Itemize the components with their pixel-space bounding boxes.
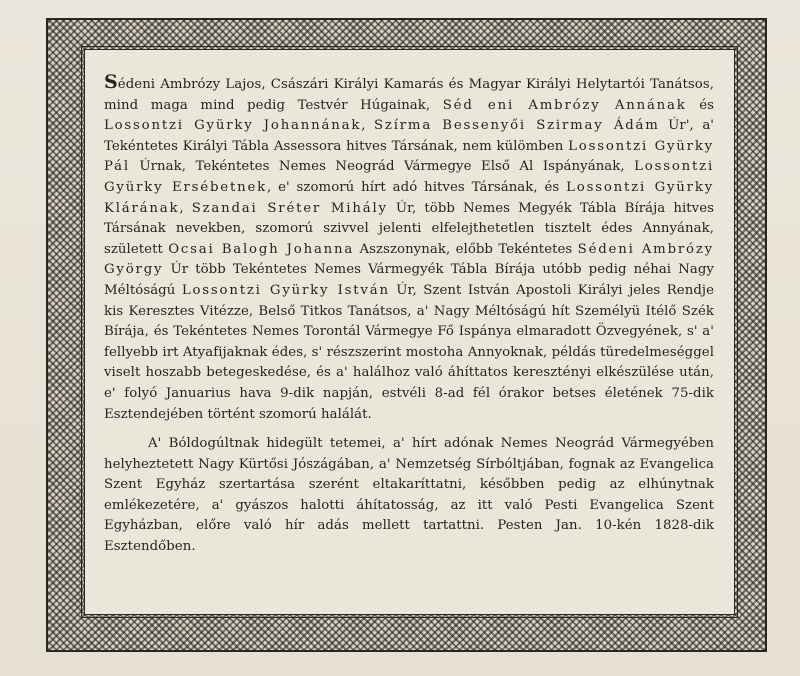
name-spaced: Szírma Bessenyői Szirmay Ádám — [373, 118, 660, 134]
name-spaced: Szandai Sréter Mihály — [191, 200, 388, 216]
seg: éde — [117, 77, 143, 92]
seg: Úr', a' Tekéntetes Királyi Tábla Assessora hitves Társának, nem külömben — [104, 118, 714, 154]
name-spaced: Lossontzi Gyürky Ersébetnek — [104, 159, 714, 195]
seg: Aszszonynak, előbb Tekéntetes — [354, 241, 578, 257]
death-notice-text — [104, 72, 714, 558]
name-spaced: Lossontzi Gyürky Pál — [104, 138, 714, 175]
seg: Úr több Tekéntetes Nemes Vármegyék Tábla Bírája utóbb pedig néhai Nagy Méltóságú — [104, 262, 714, 298]
name-spaced: Sédeni Ambrózy György — [104, 241, 714, 278]
name-spaced: Ocsai Balogh Johanna — [168, 241, 355, 257]
seg: és — [686, 97, 714, 113]
name-spaced: Lossontzi Gyürky István — [181, 282, 390, 298]
seg: Úrnak, Tekéntetes Nemes Neográd Vármegye Első Al Ispányának, — [129, 159, 635, 175]
seg: , e' szomorú hírt adó hitves Társának, és — [266, 179, 567, 195]
seg: Úr, Szent István Apostoli Királyi jeles Rendje kis Keresztes Vitézze, Belső Titkos Tanátsos, a' Nagy Méltóságú hít Személyü Itélő Szék Bírája, és Tekéntetes Nemes Torontál Vármegye Fő Ispánya elmaradott Özvegyének, s' a' fellyebb irt Atyafijaknak édes, s' részszerint mostoha Annyoknak, példás türedelmeséggel viselt hoszabb betegeskedése, és a' halálhoz való áhíttatos keresztényi elkészülése után, e' folyó Januarius hava 9-dik napján, estvéli 8-ad fél órakor betses életének 75-dik Esztendejében történt szomorú halálát. — [104, 282, 714, 422]
seg: Úr, több Nemes Megyék Tábla Bírája hitves Társának nevekben, szomorú szivvel jelenti elfelejthetetlen tisztelt édes Annyának, született — [104, 200, 714, 257]
name-spaced: Lossontzi Gyürky Klárának — [104, 179, 715, 216]
seg: ni Ambrózy Lajos, Császári Királyi Kamarás és Magyar Királyi Helytartói Tanátsos, mind maga mind pedig Testvér Húgainak, — [104, 77, 714, 113]
seg: A' Bóldogúltnak hidegült tetemei, a' hírt adónak Nemes Neográd Vármegyében helyheztetett Nagy Kürtősi Jószágában, a' Nemzetség Sírbóltjában, fognak az Evangelica Szent Egyház szertartása szerént eltakaríttatni, későbben pedig az elhúnytnak emlékezetére, a' gyászos halotti áhítatosság, az itt való Pesti Evangelica Szent Egyházban, előre való hír adás mellett tartattni. Pesten Jan. 10-kén 1828-dik Esztendőben. — [104, 436, 714, 555]
seg: , — [361, 118, 374, 134]
notice-paragraph-1 — [104, 72, 714, 425]
name-spaced: Séd eni Ambrózy Annának — [442, 97, 687, 113]
name-spaced: Lossontzi Gyürky Johannának — [104, 118, 362, 134]
initial-letter: S — [104, 71, 118, 93]
notice-paragraph-2 — [104, 434, 714, 558]
seg: , — [179, 200, 192, 216]
